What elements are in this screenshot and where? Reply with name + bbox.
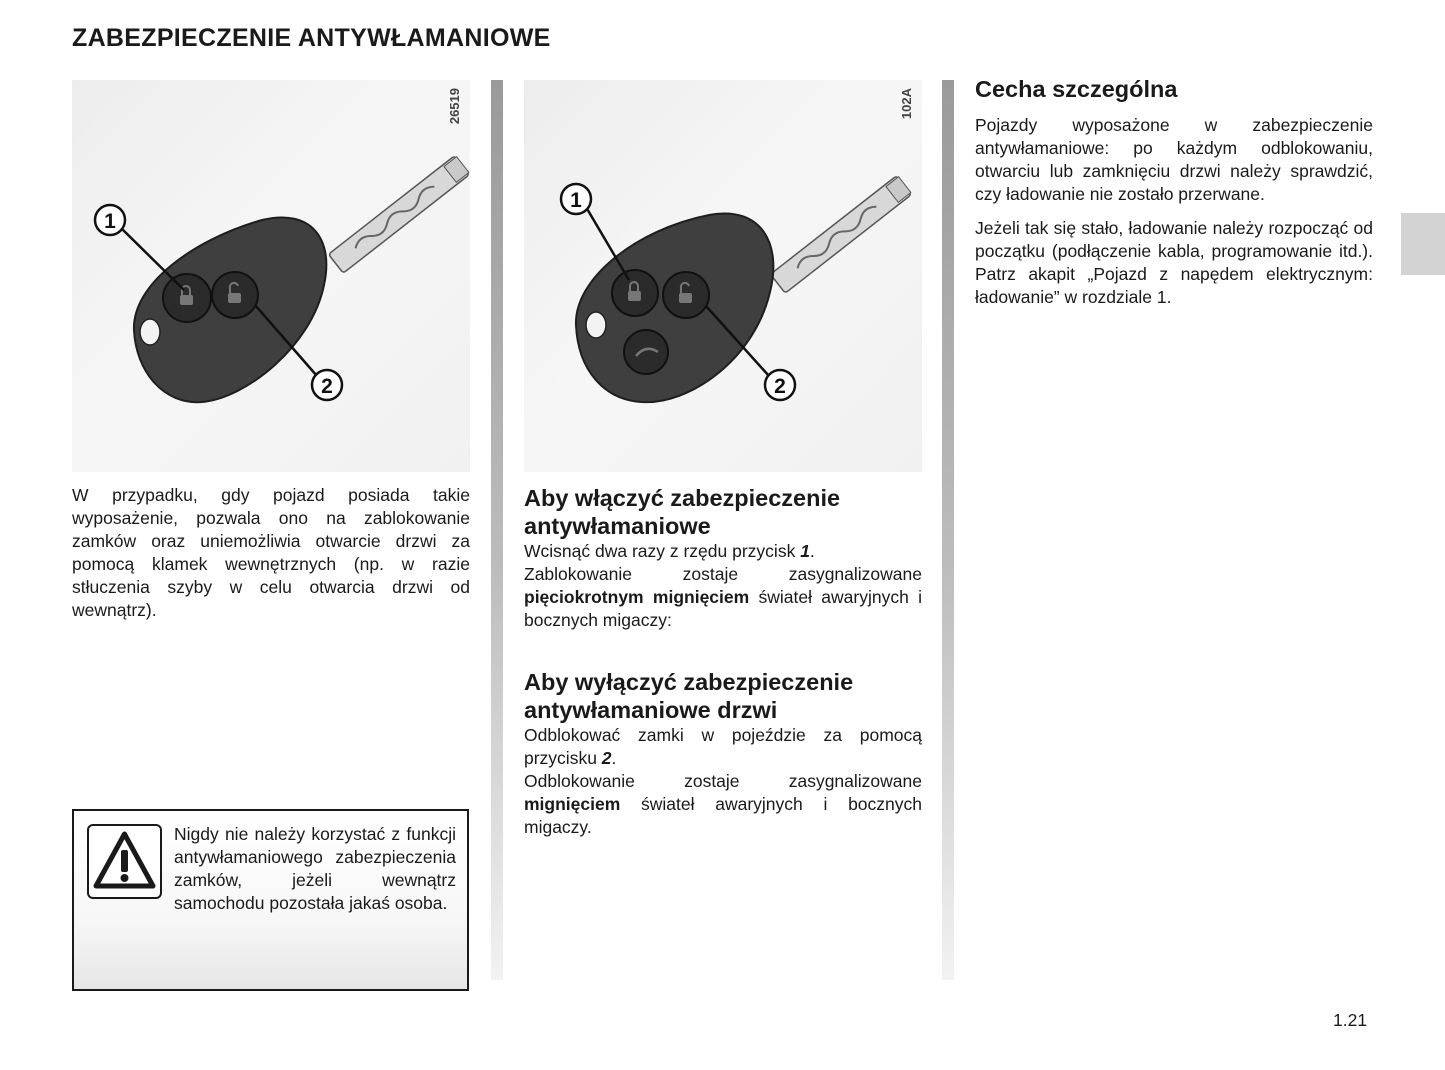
warning-text: Nigdy nie należy korzystać z funkcji antywłamaniowego zabezpieczenia zamków, jeżeli wewnątrz samochodu pozostała jakaś osoba. <box>174 824 456 913</box>
column-divider-left <box>491 80 503 980</box>
key-illustration <box>72 80 470 472</box>
column-divider-right <box>942 80 954 980</box>
figure-code: 26519 <box>447 88 462 125</box>
disable-heading: Aby wyłączyć zabezpieczenie antywłamaniowe drzwi <box>524 669 854 723</box>
figure-key-three-buttons <box>524 80 922 472</box>
intro-paragraph: W przypadku, gdy pojazd posiada takie wyposażenie, pozwala ono na zablokowanie zamków oraz uniemożliwia otwarcie drzwi za pomocą klamek wewnętrznych (np. w razie stłuczenia szyby w celu otwarcia drzwi od wewnątrz). <box>72 485 470 620</box>
page-number: 1.21 <box>1333 1010 1368 1030</box>
warning-box <box>72 809 469 991</box>
figure-key-two-buttons <box>72 80 470 472</box>
special-feature-heading: Cecha szczególna <box>975 76 1178 102</box>
callout-1: 1 <box>104 210 116 233</box>
page-title: ZABEZPIECZENIE ANTYWŁAMANIOWE <box>72 24 551 52</box>
enable-text: Wcisnąć dwa razy z rzędu przycisk 1. Zablokowanie zostaje zasygnalizowane pięciokrotnym mignięciem świateł awaryjnych i bocznych migaczy: <box>524 541 923 630</box>
special-feature-paragraph-2: Jeżeli tak się stało, ładowanie należy rozpocząć od początku (podłączenie kabla, programowanie itd.). Patrz akapit „Pojazd z napędem elektrycznym: ładowanie” w rozdziale 1. <box>975 218 1373 307</box>
disable-section <box>524 668 922 839</box>
disable-text: Odblokować zamki w pojeździe za pomocą przycisku 2. Odblokowanie zostaje zasygnalizowane mignięciem świateł awaryjnych i bocznych migaczy. <box>524 725 922 837</box>
key-illustration <box>524 80 922 472</box>
callout-2: 2 <box>774 375 786 398</box>
figure-code: 102A <box>899 88 914 120</box>
callout-1: 1 <box>570 189 582 212</box>
chapter-tab <box>1401 213 1445 275</box>
special-feature-paragraph-1: Pojazdy wyposażone w zabezpieczenie antywłamaniowe: po każdym odblokowaniu, otwarciu lub zamknięciu drzwi należy sprawdzić, czy ładowanie nie zostało przerwane. <box>975 115 1373 204</box>
callout-2: 2 <box>321 375 333 398</box>
enable-heading: Aby włączyć zabezpieczenie antywłamaniowe <box>524 485 841 539</box>
enable-section <box>524 484 922 632</box>
